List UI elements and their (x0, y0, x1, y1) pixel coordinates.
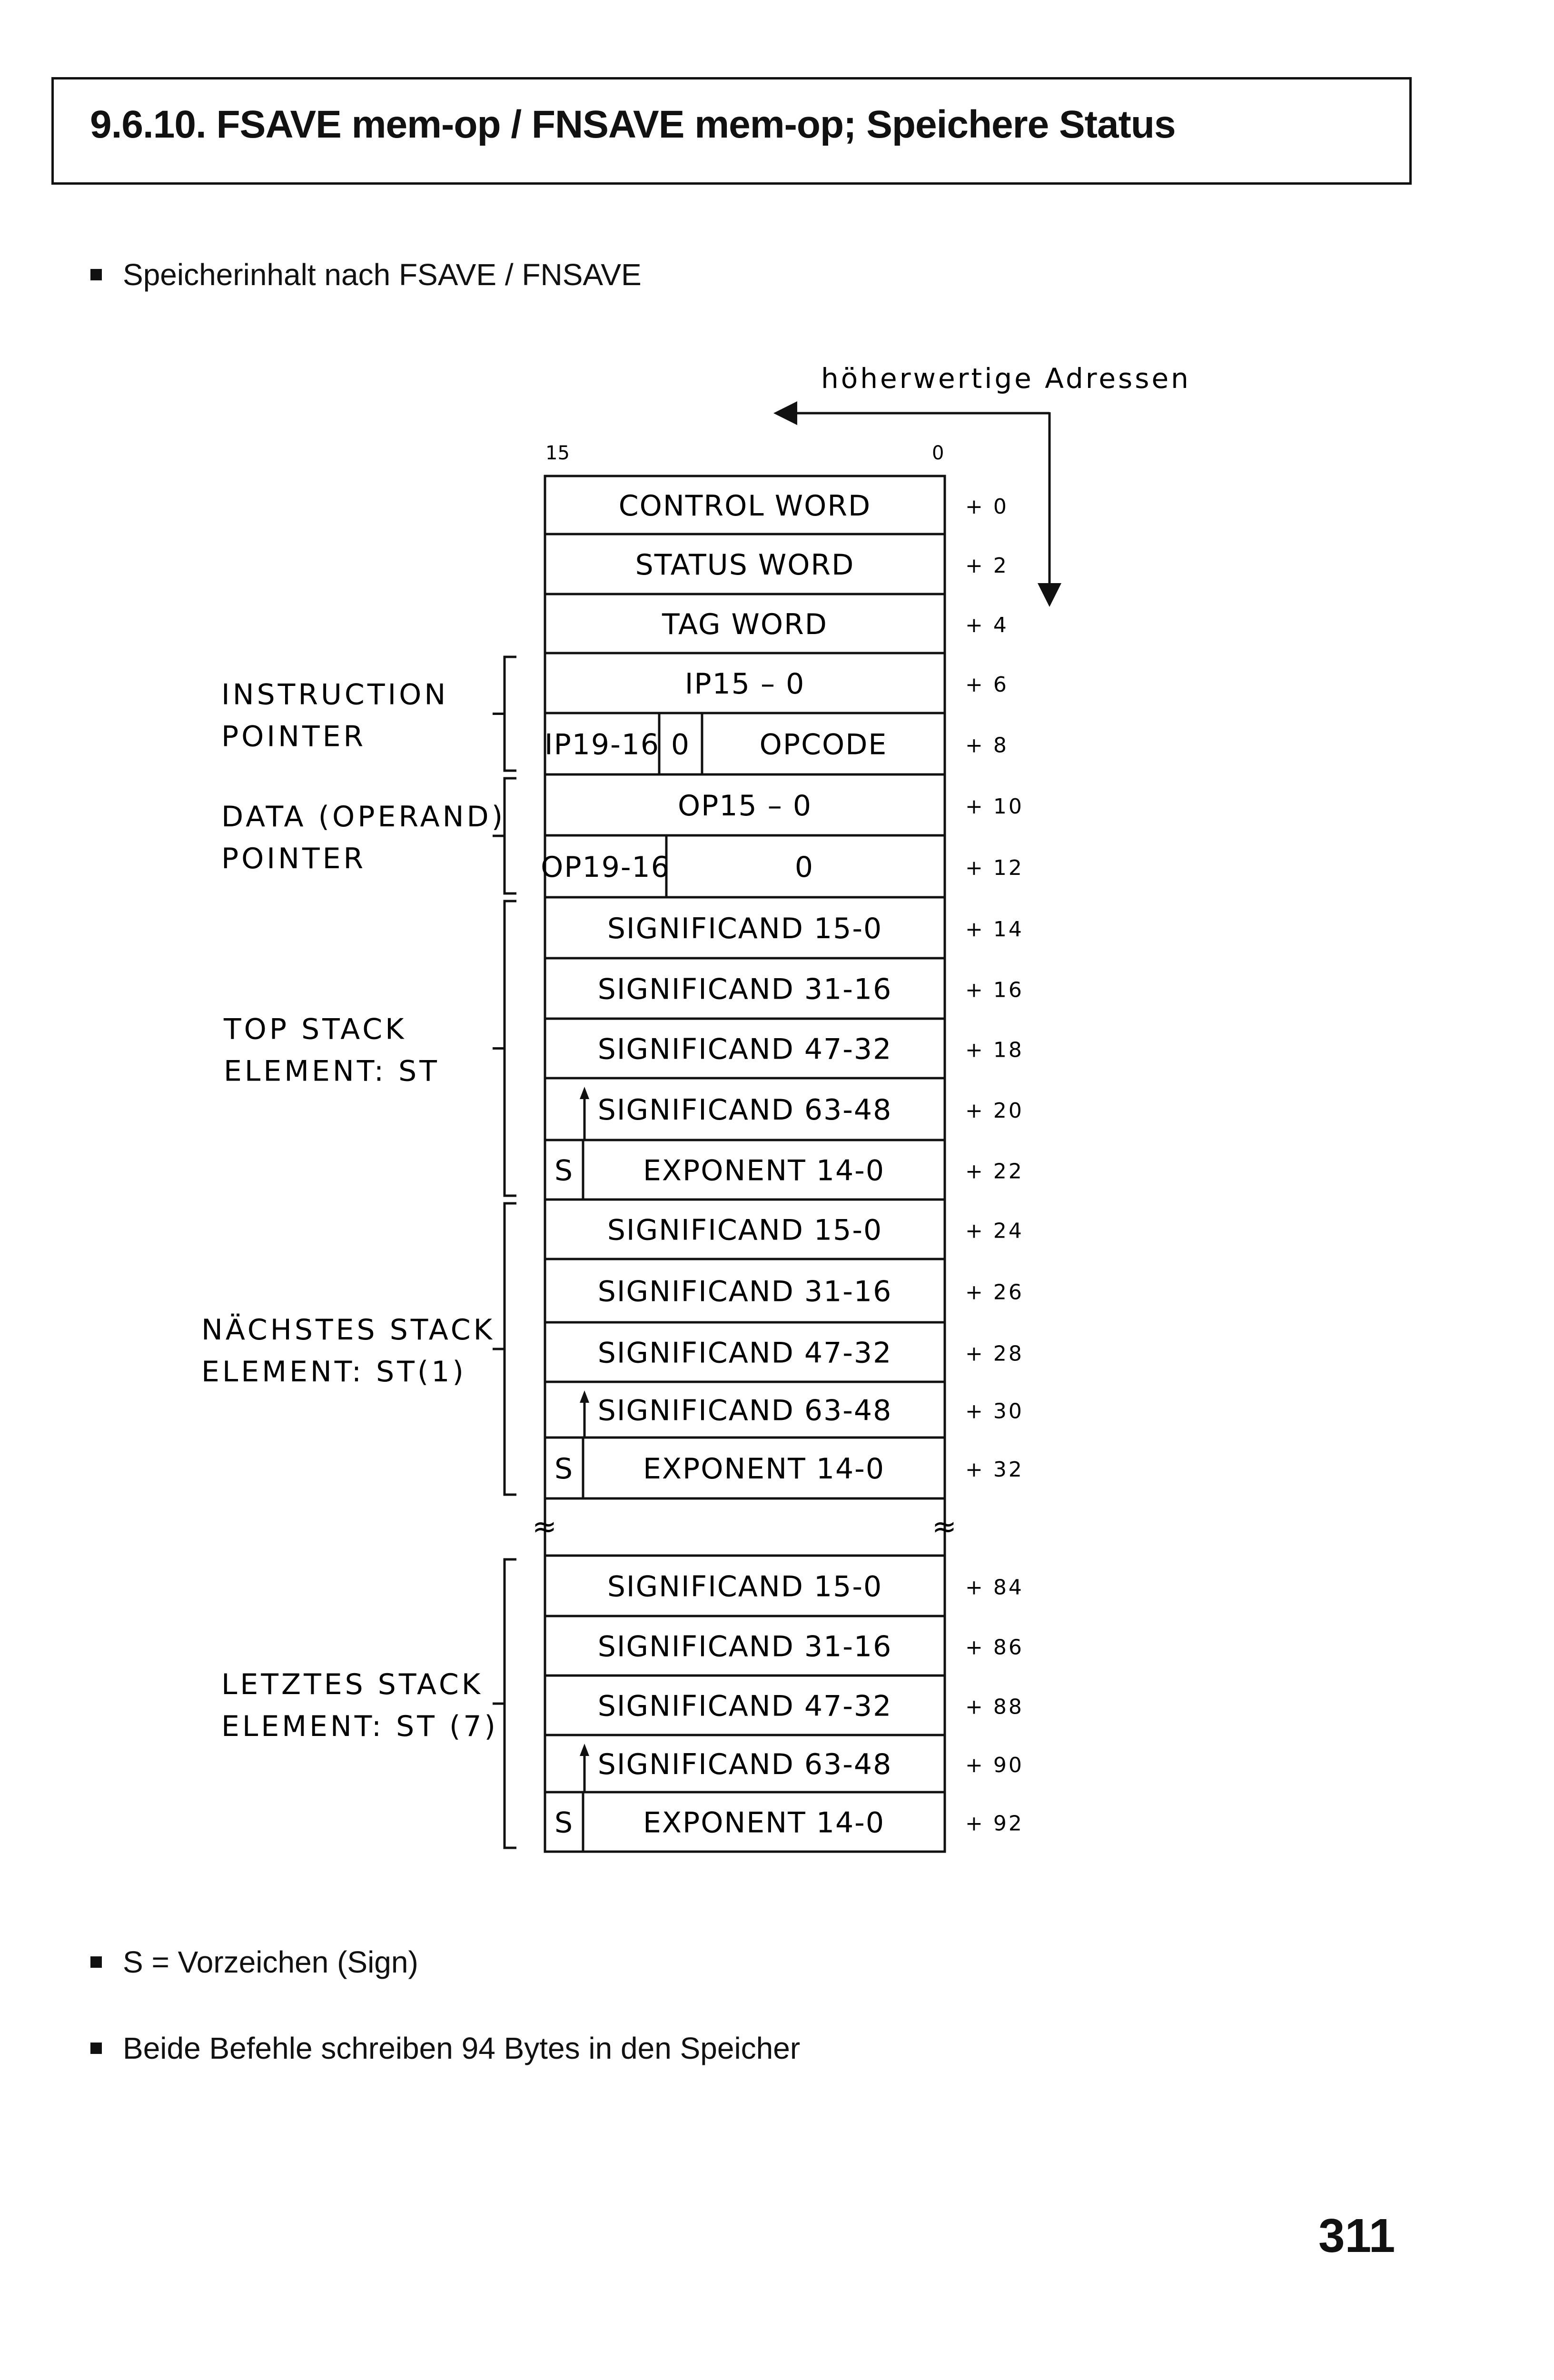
row-field: IP15 – 0 (684, 667, 805, 701)
bullet-sign-text: S = Vorzeichen (Sign) (123, 1945, 418, 1979)
group-label-line: ELEMENT: ST (224, 1054, 440, 1088)
row-field-zero: 0 (794, 851, 814, 884)
group-label (221, 1559, 516, 1848)
group-bracket (505, 778, 516, 893)
address-offset: + 90 (965, 1753, 1024, 1777)
break-mark-right-icon: ≈ (932, 1509, 957, 1544)
group-label-line: LETZTES STACK (221, 1668, 484, 1701)
group-label-line: ELEMENT: ST (7) (221, 1710, 498, 1743)
group-label-line: POINTER (221, 720, 366, 754)
row-field: SIGNIFICAND 63-48 (597, 1093, 892, 1127)
memory-row (545, 476, 945, 534)
bit-label-low: 0 (932, 442, 944, 464)
group-label (221, 657, 516, 771)
memory-gap (532, 1498, 957, 1556)
memory-row (545, 1259, 945, 1322)
address-offset: + 86 (965, 1635, 1024, 1660)
memory-row (545, 1616, 945, 1676)
memory-row (545, 1140, 945, 1200)
group-bracket (505, 1203, 516, 1495)
row-field-zero: 0 (671, 728, 691, 762)
direction-label: höherwertige Adressen (821, 362, 1191, 395)
group-label (223, 901, 516, 1196)
group-label-line: NÄCHSTES STACK (201, 1313, 495, 1347)
row-field: SIGNIFICAND 15-0 (607, 912, 883, 945)
address-offset: + 12 (965, 856, 1024, 880)
row-field-high: IP19-16 (544, 728, 660, 762)
address-offset: + 24 (965, 1219, 1024, 1243)
group-label-line: POINTER (221, 842, 366, 875)
memory-row (545, 1676, 945, 1735)
row-field: SIGNIFICAND 31-16 (597, 972, 892, 1006)
row-field-opcode: OPCODE (759, 728, 888, 762)
address-offset: + 16 (965, 978, 1024, 1002)
memory-row (545, 594, 945, 653)
address-offset: + 92 (965, 1811, 1024, 1836)
group-bracket (505, 901, 516, 1196)
section-heading: 9.6.10. FSAVE mem-op / FNSAVE mem-op; Speichere Status (90, 103, 1176, 146)
row-field: SIGNIFICAND 47-32 (597, 1032, 892, 1066)
memory-row (545, 1078, 945, 1140)
row-field: SIGNIFICAND 31-16 (597, 1630, 892, 1664)
group-label-line: TOP STACK (224, 1012, 407, 1046)
row-field: SIGNIFICAND 15-0 (607, 1213, 883, 1247)
address-offset: + 14 (965, 917, 1024, 942)
memory-row (545, 1556, 945, 1616)
bit-label-high: 15 (545, 442, 570, 464)
integer-bit-arrowhead-icon (580, 1744, 589, 1756)
address-offset: + 88 (965, 1695, 1024, 1719)
row-field-high: OP19-16 (541, 851, 670, 884)
group-label-line: DATA (OPERAND) (221, 800, 506, 833)
address-offset: + 30 (965, 1399, 1024, 1424)
row-field: SIGNIFICAND 47-32 (597, 1689, 892, 1723)
row-field: SIGNIFICAND 15-0 (607, 1570, 883, 1604)
group-label (201, 1203, 516, 1495)
sign-bit-field: S (554, 1154, 574, 1188)
row-field: SIGNIFICAND 63-48 (597, 1394, 892, 1428)
memory-row (545, 534, 945, 594)
exponent-field: EXPONENT 14-0 (643, 1452, 885, 1486)
memory-row (545, 1382, 945, 1438)
memory-row (544, 713, 945, 774)
address-offset: + 4 (965, 613, 1009, 637)
bullet-square-icon (90, 2043, 102, 2054)
memory-row (545, 1792, 945, 1852)
address-offset: + 6 (965, 673, 1009, 697)
memory-row (545, 1019, 945, 1078)
bullet-intro-text: Speicherinhalt nach FSAVE / FNSAVE (123, 258, 642, 292)
group-label-line: INSTRUCTION (221, 678, 449, 712)
address-offset: + 0 (965, 495, 1009, 519)
row-field: SIGNIFICAND 47-32 (597, 1336, 892, 1370)
break-mark-left-icon: ≈ (532, 1509, 557, 1544)
memory-row (545, 653, 945, 713)
address-offset: + 8 (965, 733, 1009, 758)
row-field: TAG WORD (662, 608, 828, 641)
row-field: OP15 – 0 (677, 789, 812, 823)
memory-row (545, 1200, 945, 1259)
bullet-bytes (90, 2031, 800, 2066)
bullet-sign (90, 1944, 418, 1980)
group-label-line: ELEMENT: ST(1) (201, 1355, 466, 1388)
memory-row (545, 1735, 945, 1792)
memory-row (545, 1322, 945, 1382)
group-bracket (505, 657, 516, 771)
group-labels (201, 657, 516, 1848)
address-offset: + 26 (965, 1280, 1024, 1305)
exponent-field: EXPONENT 14-0 (643, 1806, 885, 1840)
row-field: SIGNIFICAND 63-48 (597, 1748, 892, 1781)
address-offset: + 10 (965, 794, 1024, 819)
bullet-square-icon (90, 1956, 102, 1968)
memory-rows (541, 476, 945, 1852)
address-offset: + 22 (965, 1159, 1024, 1184)
row-field: SIGNIFICAND 31-16 (597, 1275, 892, 1309)
address-offset: + 84 (965, 1575, 1024, 1600)
address-offset: + 20 (965, 1099, 1024, 1123)
address-offset: + 28 (965, 1341, 1024, 1366)
address-offset: + 18 (965, 1038, 1024, 1062)
sign-bit-field: S (554, 1806, 574, 1840)
page-number: 311 (1318, 2209, 1396, 2262)
integer-bit-arrowhead-icon (580, 1390, 589, 1403)
memory-row (545, 774, 945, 835)
integer-bit-arrowhead-icon (580, 1087, 589, 1099)
memory-row (545, 897, 945, 958)
row-field: STATUS WORD (635, 548, 855, 582)
offset-column (965, 495, 1024, 1836)
address-offset: + 2 (965, 554, 1009, 578)
exponent-field: EXPONENT 14-0 (643, 1154, 885, 1188)
address-offset: + 32 (965, 1458, 1024, 1482)
bullet-bytes-text: Beide Befehle schreiben 94 Bytes in den Speicher (123, 2031, 801, 2065)
row-field: CONTROL WORD (618, 489, 871, 523)
memory-row (545, 958, 945, 1019)
group-label (221, 778, 516, 893)
memory-row (545, 1438, 945, 1498)
group-bracket (505, 1559, 516, 1848)
memory-row (541, 835, 945, 897)
sign-bit-field: S (554, 1452, 574, 1486)
